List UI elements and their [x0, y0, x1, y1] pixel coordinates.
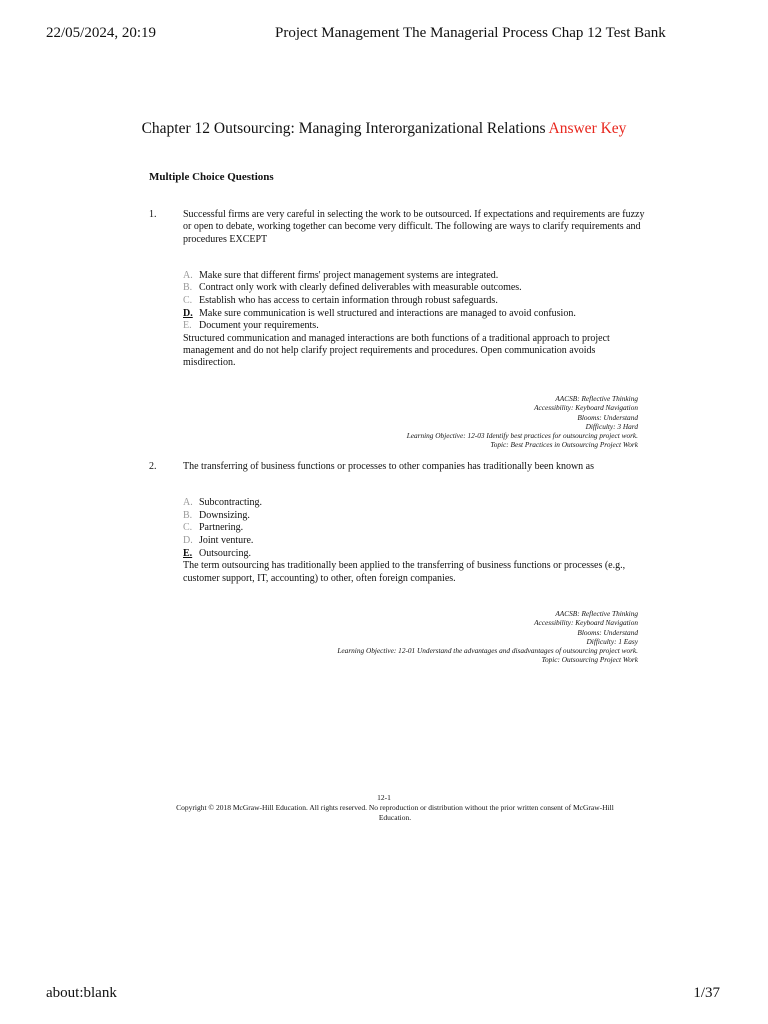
meta-aacsb: AACSB: Reflective Thinking [555, 609, 638, 618]
meta-aacsb: AACSB: Reflective Thinking [555, 394, 638, 403]
option-list [183, 497, 649, 560]
meta-difficulty: Difficulty: 3 Hard [585, 421, 638, 431]
option-letter: A. [183, 497, 193, 509]
option-a [183, 497, 649, 510]
option-text: Downsizing. [199, 509, 250, 521]
question-text: Successful firms are very careful in selecting the work to be outsourced. If expectations and requirements are fuzzy or open to debate, working together can become very difficult. The following are ways to clarify requirements and procedures EXCEPT [183, 209, 645, 245]
option-letter: B. [183, 509, 193, 521]
question-number: 1. [149, 209, 157, 220]
meta-topic: Topic: Best Practices in Outsourcing Project Work [490, 440, 638, 450]
explanation: Structured communication and managed interactions are both functions of a traditional approach to project management and do not help clarify project requirements and procedures. Open communication avoids misdirection. [183, 332, 610, 369]
question-2-metadata [337, 609, 638, 665]
page-number: 12-1 [377, 793, 391, 802]
option-text: Make sure that different firms' project management systems are integrated. [199, 269, 499, 281]
option-letter: E. [183, 320, 192, 332]
option-d-correct [183, 308, 649, 321]
question-2 [149, 461, 649, 585]
option-text: Document your requirements. [199, 320, 319, 332]
option-text: Establish who has access to certain information through robust safeguards. [199, 295, 498, 307]
print-datetime: 22/05/2024, 20:19 [46, 25, 157, 41]
option-b [183, 282, 649, 295]
meta-accessibility: Accessibility: Keyboard Navigation [534, 403, 638, 413]
option-c [183, 522, 649, 535]
question-1 [149, 209, 649, 370]
meta-topic: Topic: Outsourcing Project Work [541, 655, 638, 665]
option-letter: C. [183, 522, 193, 534]
option-text: Outsourcing. [199, 547, 251, 559]
meta-difficulty: Difficulty: 1 Easy [586, 636, 638, 646]
print-page-count: 1/37 [693, 985, 720, 1001]
option-a [183, 270, 649, 283]
question-number: 2. [149, 461, 157, 472]
option-letter: C. [183, 295, 193, 307]
option-text: Contract only work with clearly defined deliverables with measurable outcomes. [199, 282, 522, 294]
option-b [183, 510, 649, 523]
meta-learning-objective: Learning Objective: 12-01 Understand the advantages and disadvantages of outsourcing project work. [337, 646, 638, 656]
option-list [183, 270, 649, 333]
option-d [183, 535, 649, 548]
option-letter: A. [183, 269, 193, 281]
chapter-title-text: Chapter 12 Outsourcing: Managing Interorganizational Relations [141, 120, 546, 137]
question-1-metadata [407, 394, 638, 450]
option-text: Subcontracting. [199, 497, 263, 509]
option-letter: D. [183, 535, 193, 547]
option-e-correct [183, 548, 649, 561]
answer-key-label: Answer Key [548, 120, 627, 137]
option-text: Joint venture. [199, 535, 254, 547]
section-title: Multiple Choice Questions [149, 171, 274, 183]
question-text: The transferring of business functions or processes to other companies has traditionally been known as [183, 461, 595, 472]
option-e [183, 320, 649, 333]
meta-accessibility: Accessibility: Keyboard Navigation [534, 618, 638, 628]
chapter-title [0, 120, 768, 138]
copyright-notice: Copyright © 2018 McGraw-Hill Education. All rights reserved. No reproduction or distribution without the prior written consent of McGraw-Hill Education. [176, 803, 614, 822]
print-document-title: Project Management The Managerial Process Chap 12 Test Bank [275, 25, 666, 41]
meta-blooms: Blooms: Understand [577, 627, 638, 637]
option-c [183, 295, 649, 308]
option-letter: D. [183, 307, 193, 319]
option-text: Make sure communication is well structured and interactions are managed to avoid confusion. [199, 307, 576, 319]
meta-blooms: Blooms: Understand [577, 412, 638, 422]
option-text: Partnering. [199, 522, 244, 534]
meta-learning-objective: Learning Objective: 12-03 Identify best practices for outsourcing project work. [406, 431, 638, 441]
option-letter: B. [183, 282, 193, 294]
print-url: about:blank [46, 985, 117, 1001]
explanation: The term outsourcing has traditionally been applied to the transferring of business functions or processes (e.g., customer support, IT, accounting) to other, often foreign companies. [183, 560, 626, 584]
option-letter: E. [183, 547, 193, 559]
